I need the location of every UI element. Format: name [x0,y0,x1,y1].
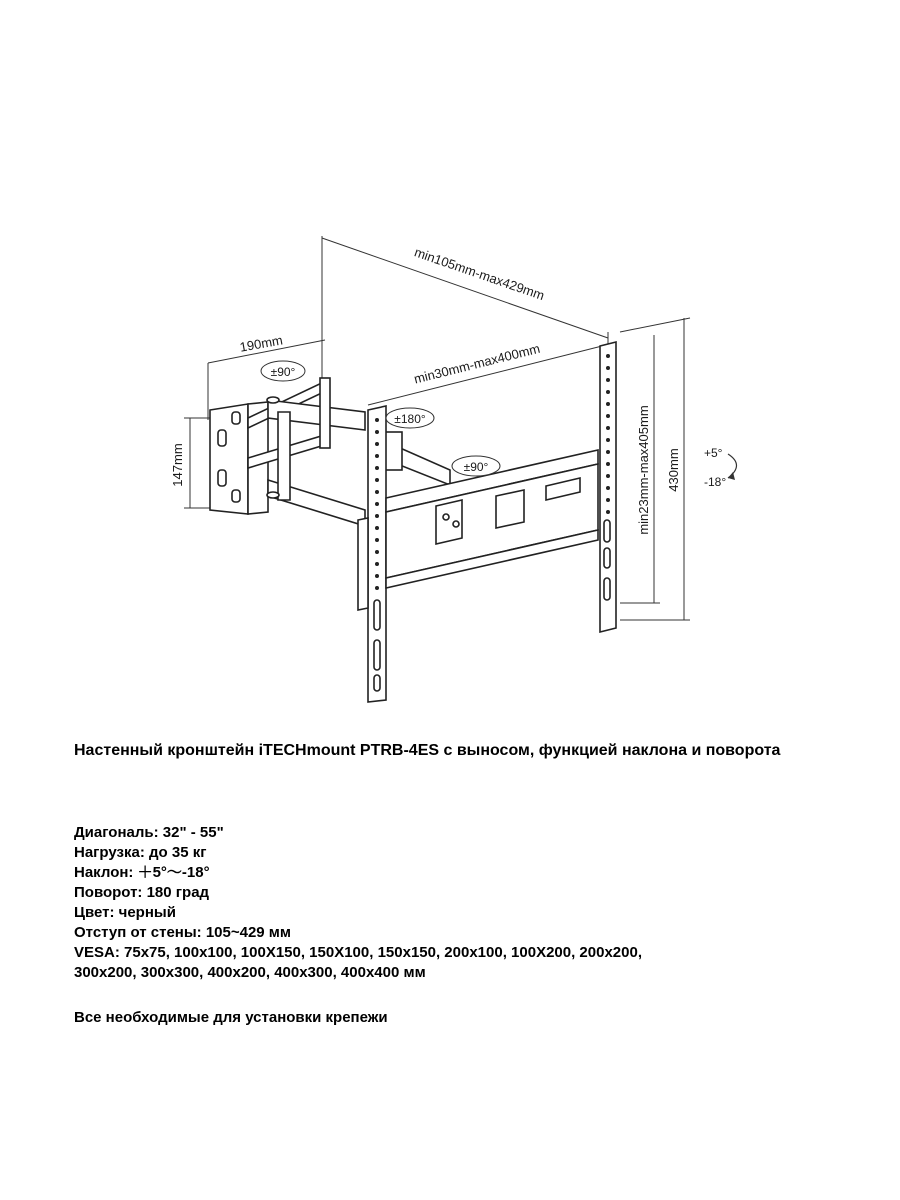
spec-rotation: Поворот: 180 град [74,884,210,901]
tilt-down-label: -18° [704,475,727,489]
spec-wall-distance: Отступ от стены: 105~429 мм [74,924,291,941]
product-title: Настенный кронштейн iTECHmount PTRB-4ES с выносом, функцией наклона и поворота [74,742,781,759]
dim-190-label: 190mm [238,332,284,355]
dim-arm2-range-label: min30mm-max400mm [412,340,542,387]
spec-vesa-continued: 300x200, 300x300, 400x200, 400x300, 400x400 мм [74,964,426,981]
rotation-90-label: ±90° [270,365,296,379]
dim-430-label: 430mm [666,448,681,492]
spec-list [74,823,774,983]
dim-vertical-range-label: min23mm-max405mm [636,405,651,535]
spec-diagonal: Диагональ: 32" - 55" [74,824,224,841]
rotation-90-label: ±90° [463,460,489,474]
spec-vesa: VESA: 75x75, 100x100, 100X150, 150X100, 150x150, 200x100, 100X200, 200x200, [74,944,642,961]
mounting-hardware-note: Все необходимые для установки крепежи [74,1009,388,1026]
left-rail-holes [375,418,379,590]
dim-147-label: 147mm [170,443,185,487]
spec-color: Цвет: черный [74,904,176,921]
tilt-up-label: +5° [704,446,723,460]
dimension-line [322,238,608,338]
left-tv-rail [358,406,386,702]
spec-tilt: Наклон: ＋5°～-18° [74,864,210,881]
dim-arm-range-label: min105mm-max429mm [412,244,547,304]
spec-load: Нагрузка: до 35 кг [74,844,207,861]
rotation-180-label: ±180° [394,412,426,426]
